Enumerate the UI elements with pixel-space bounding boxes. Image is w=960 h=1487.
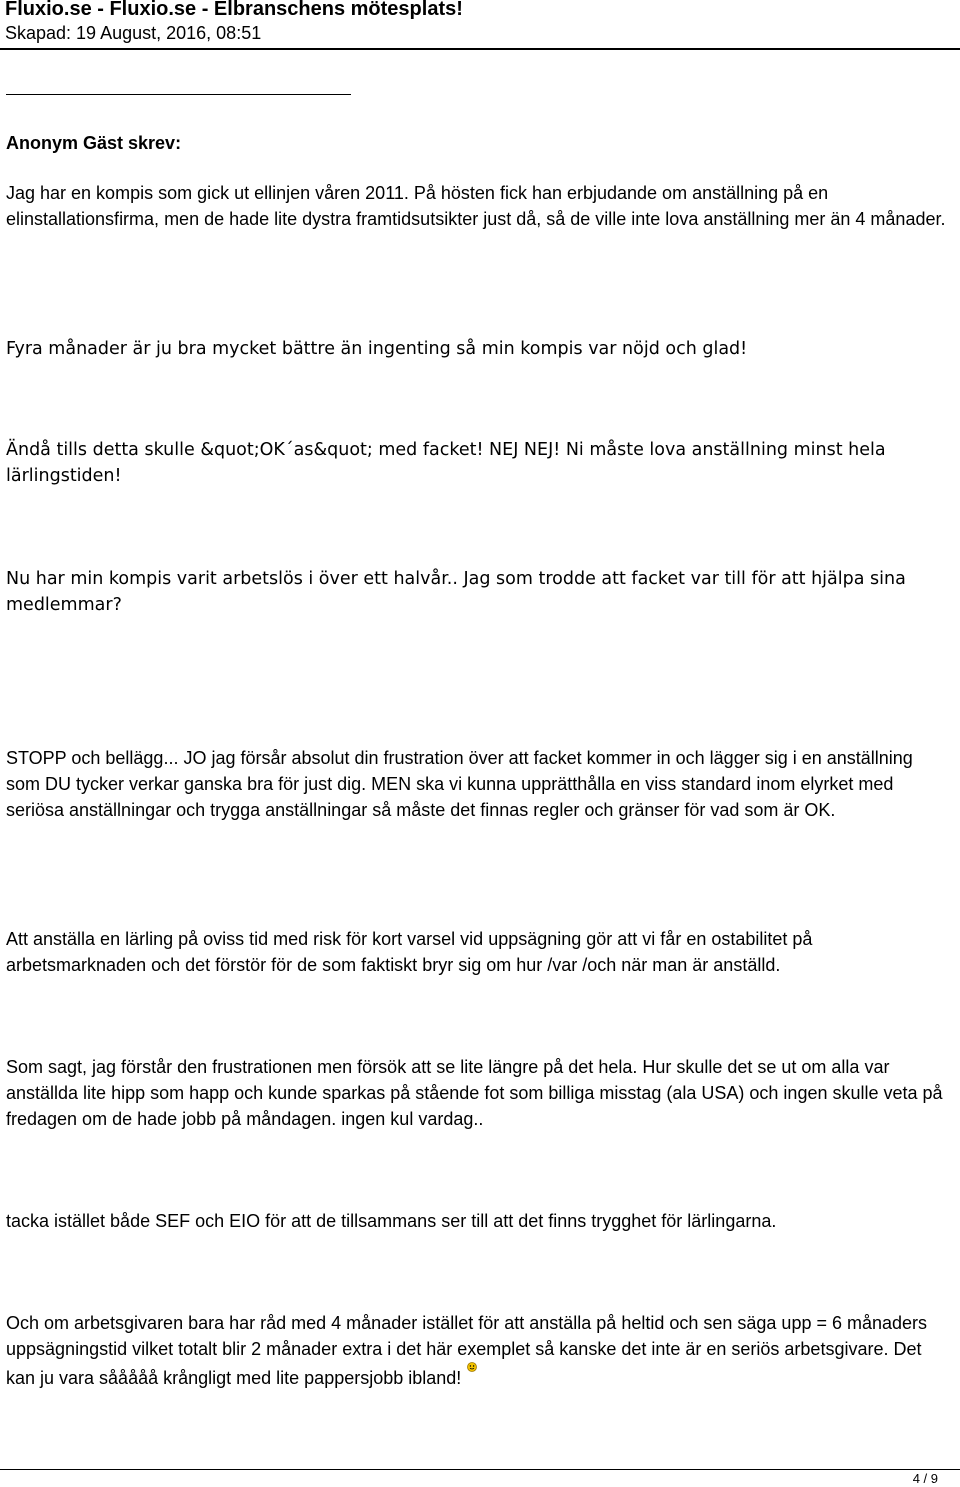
quote-author: Anonym Gäst skrev: bbox=[6, 133, 182, 153]
quote-paragraph: Jag har en kompis som gick ut ellinjen våren 2011. På hösten fick han erbjudande om anställning på en elinstallationsfirma, men de hade lite dystra framtidsutsikter just då, så de ville inte lova anställning mer än 4 månader. bbox=[6, 183, 946, 229]
created-date: Skapad: 19 August, 2016, 08:51 bbox=[5, 23, 262, 43]
quote-paragraph: Nu har min kompis varit arbetslös i över ett halvår.. Jag som trodde att facket var till för att hjälpa sina medlemmar? bbox=[6, 569, 906, 615]
quote-paragraph: Fyra månader är ju bra mycket bättre än ingenting så min kompis var nöjd och glad! bbox=[6, 339, 748, 359]
reply-paragraph-last bbox=[6, 1310, 951, 1391]
reply-paragraph: tacka istället både SEF och EIO för att de tillsammans ser till att det finns trygghet för lärlingarna. bbox=[6, 1211, 777, 1231]
reply-paragraph: Att anställa en lärling på oviss tid med risk för kort varsel vid uppsägning gör att vi får en ostabilitet på arbetsmarknaden och det förstör för de som faktiskt bryr sig om hur /var /och när man är anställd. bbox=[6, 929, 813, 975]
page-number: 4 / 9 bbox=[912, 1471, 938, 1486]
header-divider bbox=[0, 48, 960, 50]
reply-paragraph: STOPP och bellägg... JO jag försår absolut din frustration över att facket kommer in och lägger sig i en anställning som DU tycker verkar ganska bra för just dig. MEN ska vi kunna upprätthålla en viss standard inom elyrket med seriösa anställningar och trygga anställningar så måste det finnas regler och gränser för vad som är OK. bbox=[6, 748, 913, 820]
reply-paragraph-text: Och om arbetsgivaren bara har råd med 4 månader istället för att anställa på heltid och sen säga upp = 6 månaders uppsägningstid vilket totalt blir 2 månader extra i det här exemplet så kanske det inte är en seriös arbetsgivare. Det kan ju vara sååååå krångligt med lite pappersjobb ibland! bbox=[6, 1313, 928, 1388]
quote-paragraph: Ändå tills detta skulle &quot;OK´as&quot; med facket! NEJ NEJ! Ni måste lova anställning minst hela lärlingstiden! bbox=[6, 440, 886, 486]
site-title: Fluxio.se - Fluxio.se - Elbranschens mötesplats! bbox=[5, 0, 463, 20]
smiley-icon bbox=[467, 1362, 477, 1372]
quote-divider bbox=[6, 94, 351, 95]
reply-paragraph: Som sagt, jag förstår den frustrationen men försök att se lite längre på det hela. Hur skulle det se ut om alla var anställda lite hipp som happ och kunde sparkas på stående fot som billiga misstag (ala USA) och ingen skulle veta på fredagen om de hade jobb på måndagen. ingen kul vardag.. bbox=[6, 1057, 943, 1129]
footer-divider bbox=[0, 1469, 960, 1470]
